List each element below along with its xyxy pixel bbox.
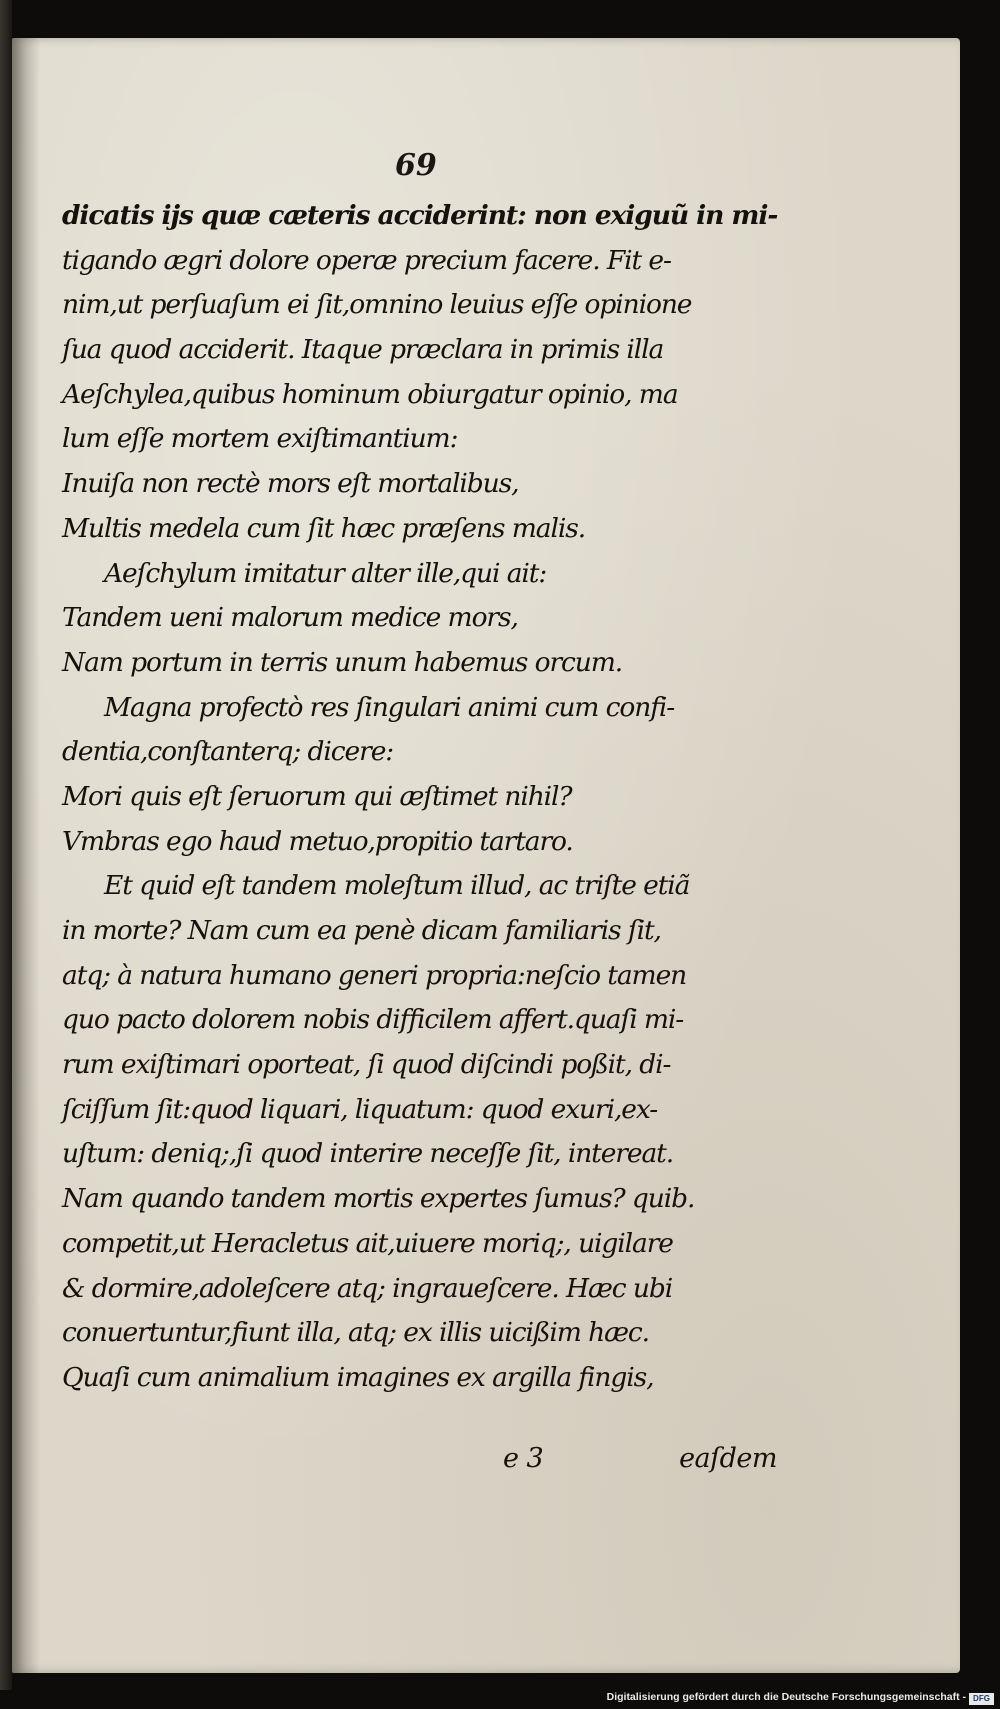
gutter-shadow bbox=[12, 38, 40, 1673]
text-line: Nam quando tandem mortis expertes ſumus? quib. bbox=[62, 1183, 695, 1215]
text-line: quo pacto dolorem nobis difficilem affert.quaſi mi- bbox=[62, 1004, 684, 1036]
text-line: ſua quod acciderit. Itaque præclara in primis illa bbox=[62, 334, 664, 366]
text-line: competit,ut Heracletus ait,uiuere moriq;, uigilare bbox=[62, 1227, 673, 1259]
catchword-row bbox=[487, 1443, 777, 1487]
text-line: Et quid eſt tandem moleſtum illud, ac triſte etiã bbox=[104, 870, 690, 902]
text-line: ſciſſum ſit:quod liquari, liquatum: quod exuri,ex- bbox=[62, 1093, 658, 1125]
verse-line: Multis medela cum ſit hæc præſens malis. bbox=[62, 512, 586, 544]
text-line: atq; à natura humano generi propria:neſcio tamen bbox=[62, 959, 687, 991]
verse-line: Mori quis eſt ſeruorum qui æſtimet nihil? bbox=[62, 780, 572, 812]
text-line: in morte? Nam cum ea penè dicam familiaris ſit, bbox=[62, 915, 661, 946]
text-line: dentia,conſtanterq; dicere: bbox=[62, 736, 394, 768]
funding-notice: Digitalisierung gefördert durch die Deutsche Forschungsgemeinschaft - bbox=[606, 1691, 966, 1703]
catchword: eaſdem bbox=[679, 1443, 777, 1474]
text-line: Aeſchylum imitatur alter ille,qui ait: bbox=[104, 557, 547, 589]
book-page bbox=[12, 38, 960, 1673]
text-line: tigando ægri dolore operæ precium facere. Fit e- bbox=[62, 244, 671, 276]
text-line: Aeſchylea,quibus hominum obiurgatur opinio, ma bbox=[62, 378, 678, 410]
text-line: lum eſſe mortem exiſtimantium: bbox=[62, 423, 458, 455]
text-line: nim,ut perſuaſum ei ſit,omnino leuius eſſe opinione bbox=[62, 289, 692, 321]
signature-mark: e 3 bbox=[503, 1443, 544, 1474]
verse-line: Tandem ueni malorum medice mors, bbox=[62, 602, 518, 634]
book-spine-edge bbox=[0, 0, 12, 1709]
text-line: & dormire,adoleſcere atq; ingraueſcere. Hæc ubi bbox=[62, 1272, 673, 1304]
text-line: dicatis ijs quæ cæteris acciderint: non exiguũ in mi- bbox=[62, 200, 778, 231]
page-number: 69 bbox=[395, 148, 437, 183]
verse-line: Vmbras ego haud metuo,propitio tartaro. bbox=[62, 825, 573, 857]
verse-line: Nam portum in terris unum habemus orcum. bbox=[62, 646, 623, 678]
text-line: uſtum: deniq;,ſi quod interire neceſſe ſit, intereat. bbox=[62, 1138, 674, 1170]
text-line: Quaſi cum animalium imagines ex argilla fingis, bbox=[62, 1361, 654, 1393]
body-text bbox=[62, 194, 778, 1401]
dfg-logo: DFG bbox=[969, 1693, 994, 1705]
verse-line: Inuiſa non rectè mors eſt mortalibus, bbox=[62, 468, 519, 500]
text-line: Magna profectò res ſingulari animi cum confi- bbox=[104, 691, 675, 723]
text-line: conuertuntur,fiunt illa, atq; ex illis uicißim hæc. bbox=[62, 1317, 649, 1349]
text-line: rum exiſtimari oporteat, ſi quod diſcindi poßit, di- bbox=[62, 1049, 671, 1081]
